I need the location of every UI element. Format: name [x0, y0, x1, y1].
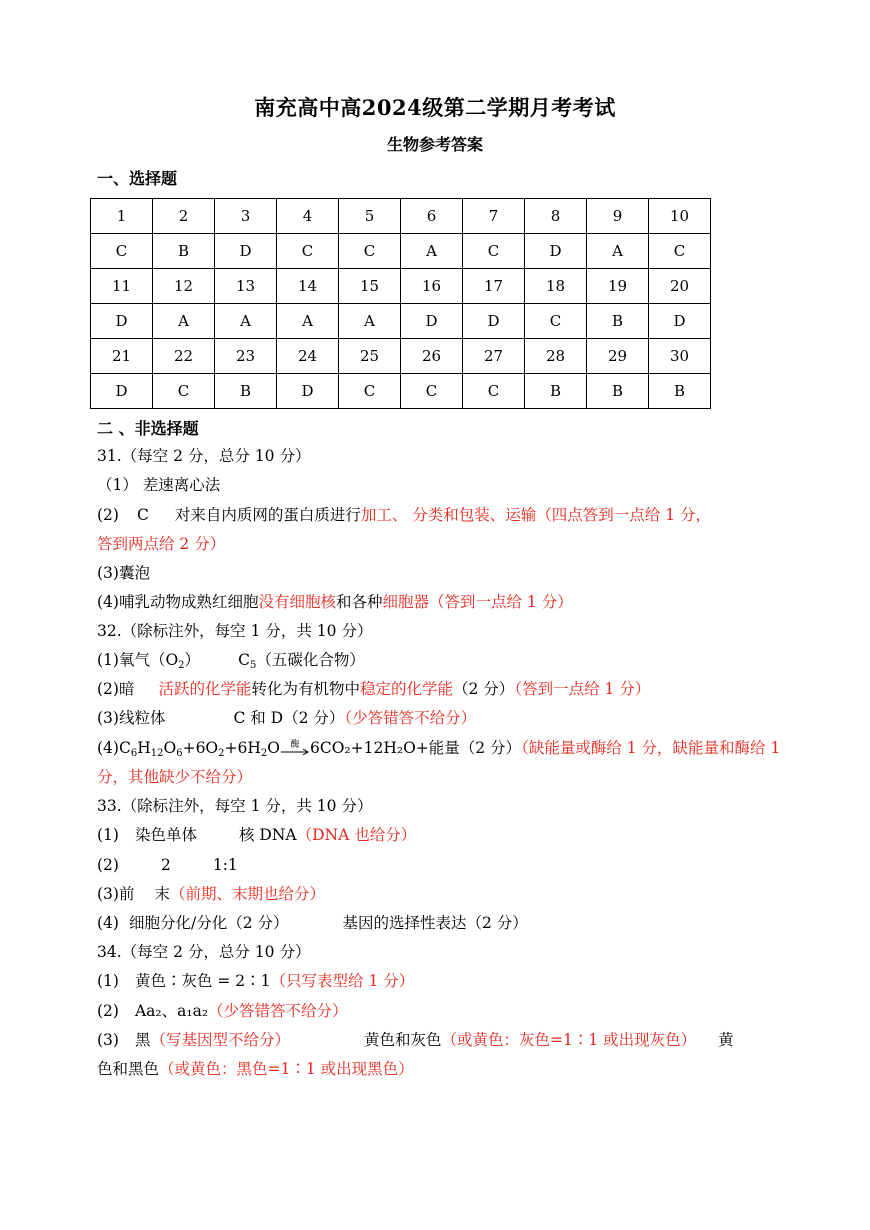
q34-a3-cont: 色和黑色: [97, 1060, 160, 1078]
answer-cell: D: [463, 304, 525, 339]
answer-cell: D: [277, 374, 339, 409]
question-number-cell: 20: [649, 269, 711, 304]
enzyme-label: 酶: [290, 740, 300, 750]
answer-cell: C: [277, 234, 339, 269]
question-number-cell: 10: [649, 199, 711, 234]
q32-answer-4-cont: 分，其他缺少不给分）: [97, 768, 253, 786]
q34-answer-1: [97, 971, 414, 991]
q31-a4-red2: 细胞器（答到一点给 1 分）: [382, 593, 573, 611]
question-number-cell: 18: [525, 269, 587, 304]
question-number-cell: 8: [525, 199, 587, 234]
q34-a2-ans: Aa₂、a₁a₂: [134, 1002, 209, 1020]
q33-a2-num: (2): [97, 856, 119, 874]
answer-cell: C: [339, 374, 401, 409]
question-number-cell: 24: [277, 339, 339, 374]
q34-a1-ans: 黄色∶灰色 = 2∶1: [134, 972, 271, 990]
question-number-row: [91, 339, 711, 374]
q33-a4-ans2: 基因的选择性表达（2 分）: [342, 914, 528, 932]
q32-a1-pre: (1)氧气（O: [97, 651, 179, 669]
answer-cell: C: [339, 234, 401, 269]
q32-answer-3: [97, 708, 476, 728]
answer-cell: A: [215, 304, 277, 339]
question-number-cell: 15: [339, 269, 401, 304]
q32-a2-mid: 转化为有机物中: [251, 680, 360, 698]
question-number-cell: 27: [463, 339, 525, 374]
question-number-cell: 16: [401, 269, 463, 304]
answer-cell: A: [587, 234, 649, 269]
answer-cell: B: [649, 374, 711, 409]
question-number-cell: 4: [277, 199, 339, 234]
question-number-cell: 9: [587, 199, 649, 234]
q32-a3-pre: (3)线粒体: [97, 709, 166, 727]
answer-cell: D: [649, 304, 711, 339]
answer-cell: A: [153, 304, 215, 339]
q33-a1-num: (1): [97, 826, 119, 844]
question-number-row: [91, 199, 711, 234]
q33-a3-red: （前期、末期也给分）: [169, 885, 325, 903]
q34-answer-3-cont: [97, 1059, 414, 1079]
q34-answer-2: [97, 1001, 348, 1021]
q34-a1-red: （只写表型给 1 分）: [270, 972, 415, 990]
q33-a1-red: （DNA 也给分）: [296, 826, 417, 844]
q31-a4-red1: 没有细胞核: [258, 593, 336, 611]
question-number-cell: 7: [463, 199, 525, 234]
q32-answer-1: [97, 650, 365, 676]
question-number-cell: 30: [649, 339, 711, 374]
answer-cell: C: [649, 234, 711, 269]
answer-cell: C: [91, 234, 153, 269]
q34-a3-red1: （写基因型不给分）: [150, 1031, 290, 1049]
q32-a2-red3: （答到一点给 1 分）: [514, 680, 651, 698]
question-number-cell: 3: [215, 199, 277, 234]
q31-heading: 31.（每空 2 分，总分 10 分）: [97, 447, 311, 465]
answer-cell: D: [525, 234, 587, 269]
answer-cell: B: [525, 374, 587, 409]
q32-a1-sub2: 5: [249, 660, 257, 671]
answer-cell: D: [91, 374, 153, 409]
question-number-cell: 17: [463, 269, 525, 304]
q34-a3-num: (3): [97, 1031, 119, 1049]
question-number-cell: 23: [215, 339, 277, 374]
answer-cell: B: [587, 374, 649, 409]
enzyme-arrow: [280, 738, 310, 758]
q31-answer-2: [97, 505, 711, 525]
q32-a4-post: 6CO₂+12H₂O+能量（2 分）: [309, 739, 522, 757]
q33-a3-ans2: 末: [154, 885, 170, 903]
question-number-cell: 19: [587, 269, 649, 304]
q31-answer-4: [97, 592, 573, 612]
q34-a3-ans1: 黑: [134, 1031, 151, 1049]
q33-answer-1: [97, 825, 416, 845]
q32-a1-sub1: 2: [178, 660, 185, 671]
answer-cell: A: [339, 304, 401, 339]
q33-a2-ans2: 1:1: [212, 856, 238, 874]
answer-cell: D: [215, 234, 277, 269]
answer-cell: D: [401, 304, 463, 339]
q31-a2-red: 加工、 分类和包装、运输（四点答到一点给 1 分，: [360, 506, 712, 524]
q33-heading: 33.（除标注外，每空 1 分，共 10 分）: [97, 797, 373, 815]
question-number-row: [91, 269, 711, 304]
choice-answer-table: [90, 198, 711, 409]
q33-a1-ans1: 染色单体: [134, 826, 197, 844]
q34-answer-3: [97, 1030, 734, 1050]
q31-a2-num: (2): [97, 506, 119, 524]
answer-row: [91, 374, 711, 409]
q31-a2-text: 对来自内质网的蛋白质进行: [174, 506, 361, 524]
answer-cell: B: [587, 304, 649, 339]
q32-a1-mid: ）: [184, 651, 201, 669]
question-number-cell: 22: [153, 339, 215, 374]
section-heading-nonchoice: 二 、非选择题: [97, 419, 199, 438]
page-title: 南充高中高2024级第二学期月考考试: [254, 95, 616, 120]
answer-cell: B: [215, 374, 277, 409]
q34-a3-ans3: 黄: [718, 1031, 734, 1049]
question-number-cell: 28: [525, 339, 587, 374]
q34-a3-red3: （或黄色：黑色=1∶1 或出现黑色）: [159, 1060, 414, 1078]
page-subtitle: 生物参考答案: [386, 135, 483, 154]
answer-cell: B: [153, 234, 215, 269]
q32-a2-pre: (2)暗: [97, 680, 135, 698]
q32-answer-2: [97, 679, 650, 699]
q33-a4-ans1: 细胞分化/分化（2 分）: [128, 914, 289, 932]
q33-answer-2: [97, 855, 238, 875]
q32-a3-mid: C 和 D（2 分）: [233, 709, 345, 727]
question-number-cell: 5: [339, 199, 401, 234]
q32-a1-post: （五碳化合物）: [256, 651, 365, 669]
question-number-cell: 14: [277, 269, 339, 304]
question-number-cell: 29: [587, 339, 649, 374]
answer-cell: C: [401, 374, 463, 409]
q31-a4-mid: 和各种: [335, 593, 383, 611]
question-number-cell: 2: [153, 199, 215, 234]
question-number-cell: 6: [401, 199, 463, 234]
answer-cell: C: [463, 374, 525, 409]
section-heading-choice: 一、选择题: [97, 169, 178, 188]
q31-answer-2-cont: 答到两点给 2 分）: [97, 535, 226, 553]
q32-a4-formula: $C_6H_{12}O_6+6O_2+6H_2O$: [118, 739, 280, 759]
q31-a2-ans: C: [136, 506, 149, 524]
q31-answer-1: （1） 差速离心法: [97, 476, 221, 494]
answer-cell: C: [525, 304, 587, 339]
q31-a4-pre: (4)哺乳动物成熟红细胞: [97, 593, 259, 611]
answer-row: [91, 234, 711, 269]
q34-a3-red2: （或黄色：灰色=1∶1 或出现灰色）: [441, 1031, 697, 1049]
q34-a3-ans2: 黄色和灰色: [364, 1031, 442, 1049]
question-number-cell: 21: [91, 339, 153, 374]
q34-a1-num: (1): [97, 972, 119, 990]
reaction-arrow-icon: [280, 742, 310, 756]
answer-cell: C: [153, 374, 215, 409]
q34-a2-num: (2): [97, 1002, 119, 1020]
question-number-cell: 1: [91, 199, 153, 234]
q34-heading: 34.（每空 2 分，总分 10 分）: [97, 943, 311, 961]
q34-a2-red: （少答错答不给分）: [208, 1002, 348, 1020]
q33-a4-num: (4): [97, 914, 119, 932]
answer-cell: A: [277, 304, 339, 339]
q32-a2-red2: 稳定的化学能: [360, 680, 454, 698]
q32-a3-red: （少答错答不给分）: [344, 709, 477, 727]
question-number-cell: 12: [153, 269, 215, 304]
question-number-cell: 11: [91, 269, 153, 304]
q32-heading: 32.（除标注外，每空 1 分，共 10 分）: [97, 622, 373, 640]
q32-a2-red1: 活跃的化学能: [158, 680, 252, 698]
question-number-cell: 26: [401, 339, 463, 374]
q33-a1-ans2: 核 DNA: [238, 826, 297, 844]
q33-a2-ans1: 2: [160, 856, 171, 874]
q33-answer-4: [97, 913, 528, 933]
q32-a4-red: （缺能量或酶给 1 分，缺能量和酶给 1: [521, 739, 781, 757]
answer-cell: D: [91, 304, 153, 339]
q32-a2-score: （2 分）: [453, 680, 515, 698]
q31-answer-3: (3)囊泡: [97, 564, 150, 582]
q32-a1-c: C: [238, 651, 250, 669]
q33-a3-pre: (3)前: [97, 885, 135, 903]
question-number-cell: 13: [215, 269, 277, 304]
answer-row: [91, 304, 711, 339]
q33-answer-3: [97, 884, 325, 904]
q32-a4-num: (4): [97, 739, 119, 757]
answer-cell: C: [463, 234, 525, 269]
q32-answer-4: [97, 738, 780, 764]
answer-cell: A: [401, 234, 463, 269]
question-number-cell: 25: [339, 339, 401, 374]
